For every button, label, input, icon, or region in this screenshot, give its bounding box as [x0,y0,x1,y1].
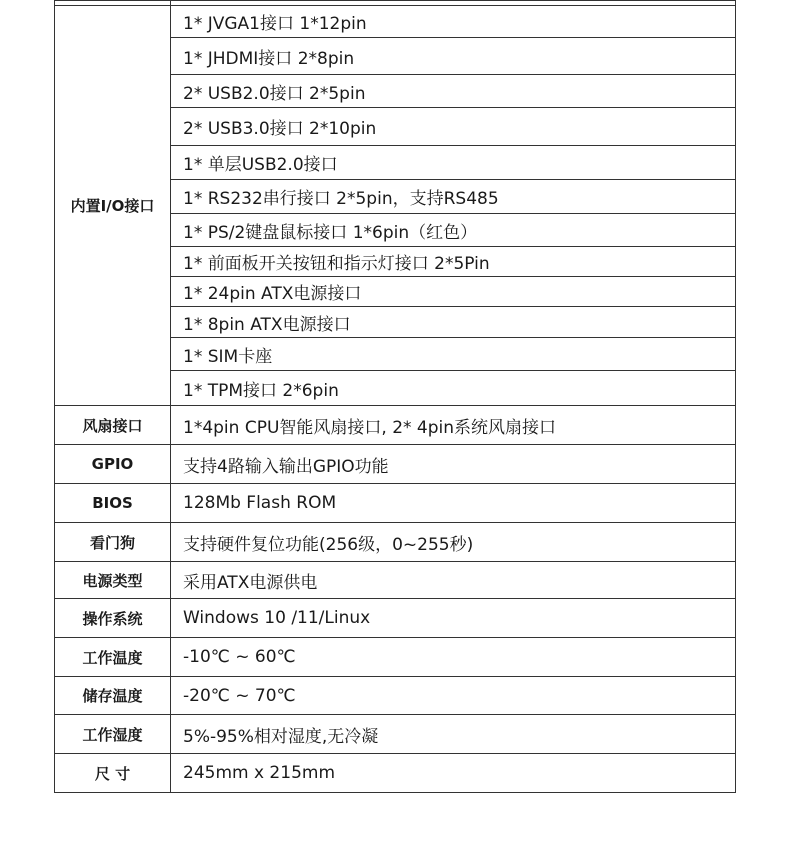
table-row [55,715,736,754]
io-item: 1* SIM卡座 [171,338,736,371]
table-row [55,484,736,523]
spec-table [54,0,736,793]
row-value: 128Mb Flash ROM [171,484,736,523]
table-row [55,445,736,484]
row-label: 工作温度 [55,638,171,677]
table-row [55,677,736,715]
io-item: 1* JVGA1接口 1*12pin [171,6,736,38]
io-item: 1* PS/2键盘鼠标接口 1*6pin（红色） [171,214,736,247]
io-item: 1* JHDMI接口 2*8pin [171,38,736,75]
row-value: -10℃ ~ 60℃ [171,638,736,677]
io-item: 1* 24pin ATX电源接口 [171,277,736,307]
row-label: 电源类型 [55,562,171,599]
table-row [55,754,736,793]
row-value: 采用ATX电源供电 [171,562,736,599]
row-label: 看门狗 [55,523,171,562]
io-group-label: 内置I/O接口 [55,6,171,406]
row-label: 工作湿度 [55,715,171,754]
row-label: 风扇接口 [55,406,171,445]
row-label: BIOS [55,484,171,523]
io-item: 1* 前面板开关按钮和指示灯接口 2*5Pin [171,247,736,277]
row-label: 操作系统 [55,599,171,638]
row-value: -20℃ ~ 70℃ [171,677,736,715]
table-row [55,523,736,562]
row-value: 5%-95%相对湿度,无冷凝 [171,715,736,754]
row-value: 支持4路输入输出GPIO功能 [171,445,736,484]
row-label: 储存温度 [55,677,171,715]
row-value: 1*4pin CPU智能风扇接口, 2* 4pin系统风扇接口 [171,406,736,445]
io-item: 1* 8pin ATX电源接口 [171,307,736,338]
io-item: 2* USB2.0接口 2*5pin [171,75,736,108]
row-value: 支持硬件复位功能(256级，0~255秒) [171,523,736,562]
row-value: Windows 10 /11/Linux [171,599,736,638]
row-label: 尺 寸 [55,754,171,793]
table-row [55,599,736,638]
table-row [55,638,736,677]
table-row [55,562,736,599]
io-item: 2* USB3.0接口 2*10pin [171,108,736,146]
io-item: 1* RS232串行接口 2*5pin，支持RS485 [171,180,736,214]
row-label: GPIO [55,445,171,484]
io-item: 1* TPM接口 2*6pin [171,371,736,406]
row-value: 245mm x 215mm [171,754,736,793]
table-row [55,6,736,38]
io-item: 1* 单层USB2.0接口 [171,146,736,180]
table-row [55,406,736,445]
